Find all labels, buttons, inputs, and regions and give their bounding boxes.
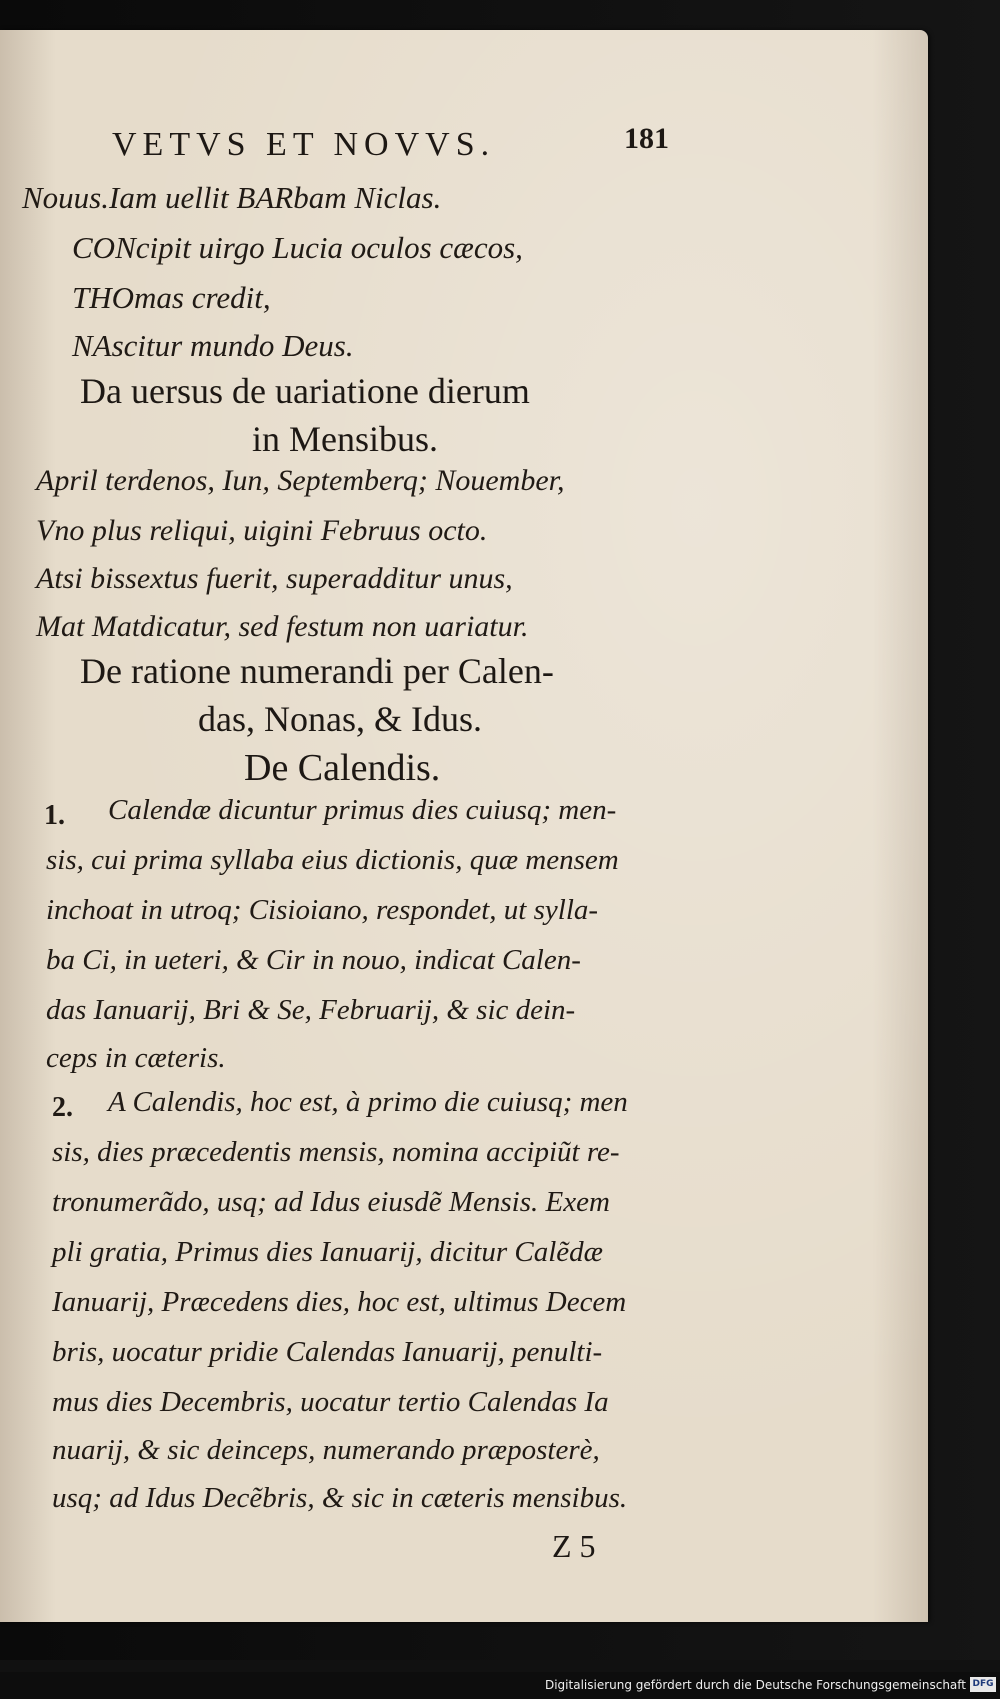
text-line: Calendæ dicuntur primus dies cuiusq; men- bbox=[108, 794, 617, 826]
text-line: usq; ad Idus Decẽbris, & sic in cæteris mensibus. bbox=[52, 1482, 628, 1514]
verse-line: April terdenos, Iun, Septemberq; Nouember, bbox=[36, 464, 565, 497]
text-line: NAscitur mundo Deus. bbox=[72, 328, 354, 363]
verse-line: Mat Matdicatur, sed festum non uariatur. bbox=[36, 610, 529, 643]
section-heading: das, Nonas, & Idus. bbox=[198, 699, 482, 739]
paragraph-number: 2. bbox=[52, 1092, 73, 1123]
section-heading: De ratione numerandi per Calen- bbox=[80, 651, 554, 691]
dfg-logo-icon: DFG bbox=[970, 1677, 996, 1692]
text-line: CONcipit uirgo Lucia oculos cæcos, bbox=[72, 230, 523, 265]
section-heading: De Calendis. bbox=[244, 747, 441, 789]
digitization-credit-bar bbox=[0, 1672, 1000, 1699]
section-heading: Da uersus de uariatione dierum bbox=[80, 371, 530, 411]
text-line: inchoat in utroq; Cisioiano, respondet, ut sylla- bbox=[46, 894, 599, 926]
book-page bbox=[0, 30, 928, 1622]
verse-line: Vno plus reliqui, uigini Februus octo. bbox=[36, 514, 488, 547]
verse-line: Atsi bissextus fuerit, superadditur unus, bbox=[36, 562, 513, 595]
section-heading: in Mensibus. bbox=[252, 419, 439, 459]
text-line: pli gratia, Primus dies Ianuarij, dicitur Calẽdæ bbox=[52, 1236, 604, 1268]
text-line: das Ianuarij, Bri & Se, Februarij, & sic dein- bbox=[46, 994, 576, 1026]
text-line: A Calendis, hoc est, à primo die cuiusq; men bbox=[108, 1086, 628, 1118]
text-line: mus dies Decembris, uocatur tertio Calendas Ia bbox=[52, 1386, 609, 1418]
text-line: sis, cui prima syllaba eius dictionis, quæ mensem bbox=[46, 844, 619, 876]
text-line: Nouus.Iam uellit BARbam Niclas. bbox=[22, 180, 442, 215]
text-line: bris, uocatur pridie Calendas Ianuarij, penulti- bbox=[52, 1336, 603, 1368]
text-line: Ianuarij, Præcedens dies, hoc est, ultimus Decem bbox=[52, 1286, 627, 1318]
digitization-credit: Digitalisierung gefördert durch die Deutsche Forschungsgemeinschaft bbox=[544, 1678, 966, 1692]
text-line: sis, dies præcedentis mensis, nomina accipiũt re- bbox=[52, 1136, 620, 1168]
page-number: 181 bbox=[624, 122, 669, 155]
text-line: ceps in cæteris. bbox=[46, 1042, 226, 1074]
text-line: tronumerãdo, usq; ad Idus eiusdẽ Mensis. Exem bbox=[52, 1186, 610, 1218]
paragraph-number: 1. bbox=[44, 800, 65, 831]
signature-mark: Z 5 bbox=[552, 1528, 596, 1564]
text-line: nuarij, & sic deinceps, numerando præposterè, bbox=[52, 1434, 600, 1466]
text-line: THOmas credit, bbox=[72, 280, 271, 315]
text-line: ba Ci, in ueteri, & Cir in nouo, indicat Calen- bbox=[46, 944, 581, 976]
running-head: VETVS ET NOVVS. bbox=[112, 126, 496, 163]
